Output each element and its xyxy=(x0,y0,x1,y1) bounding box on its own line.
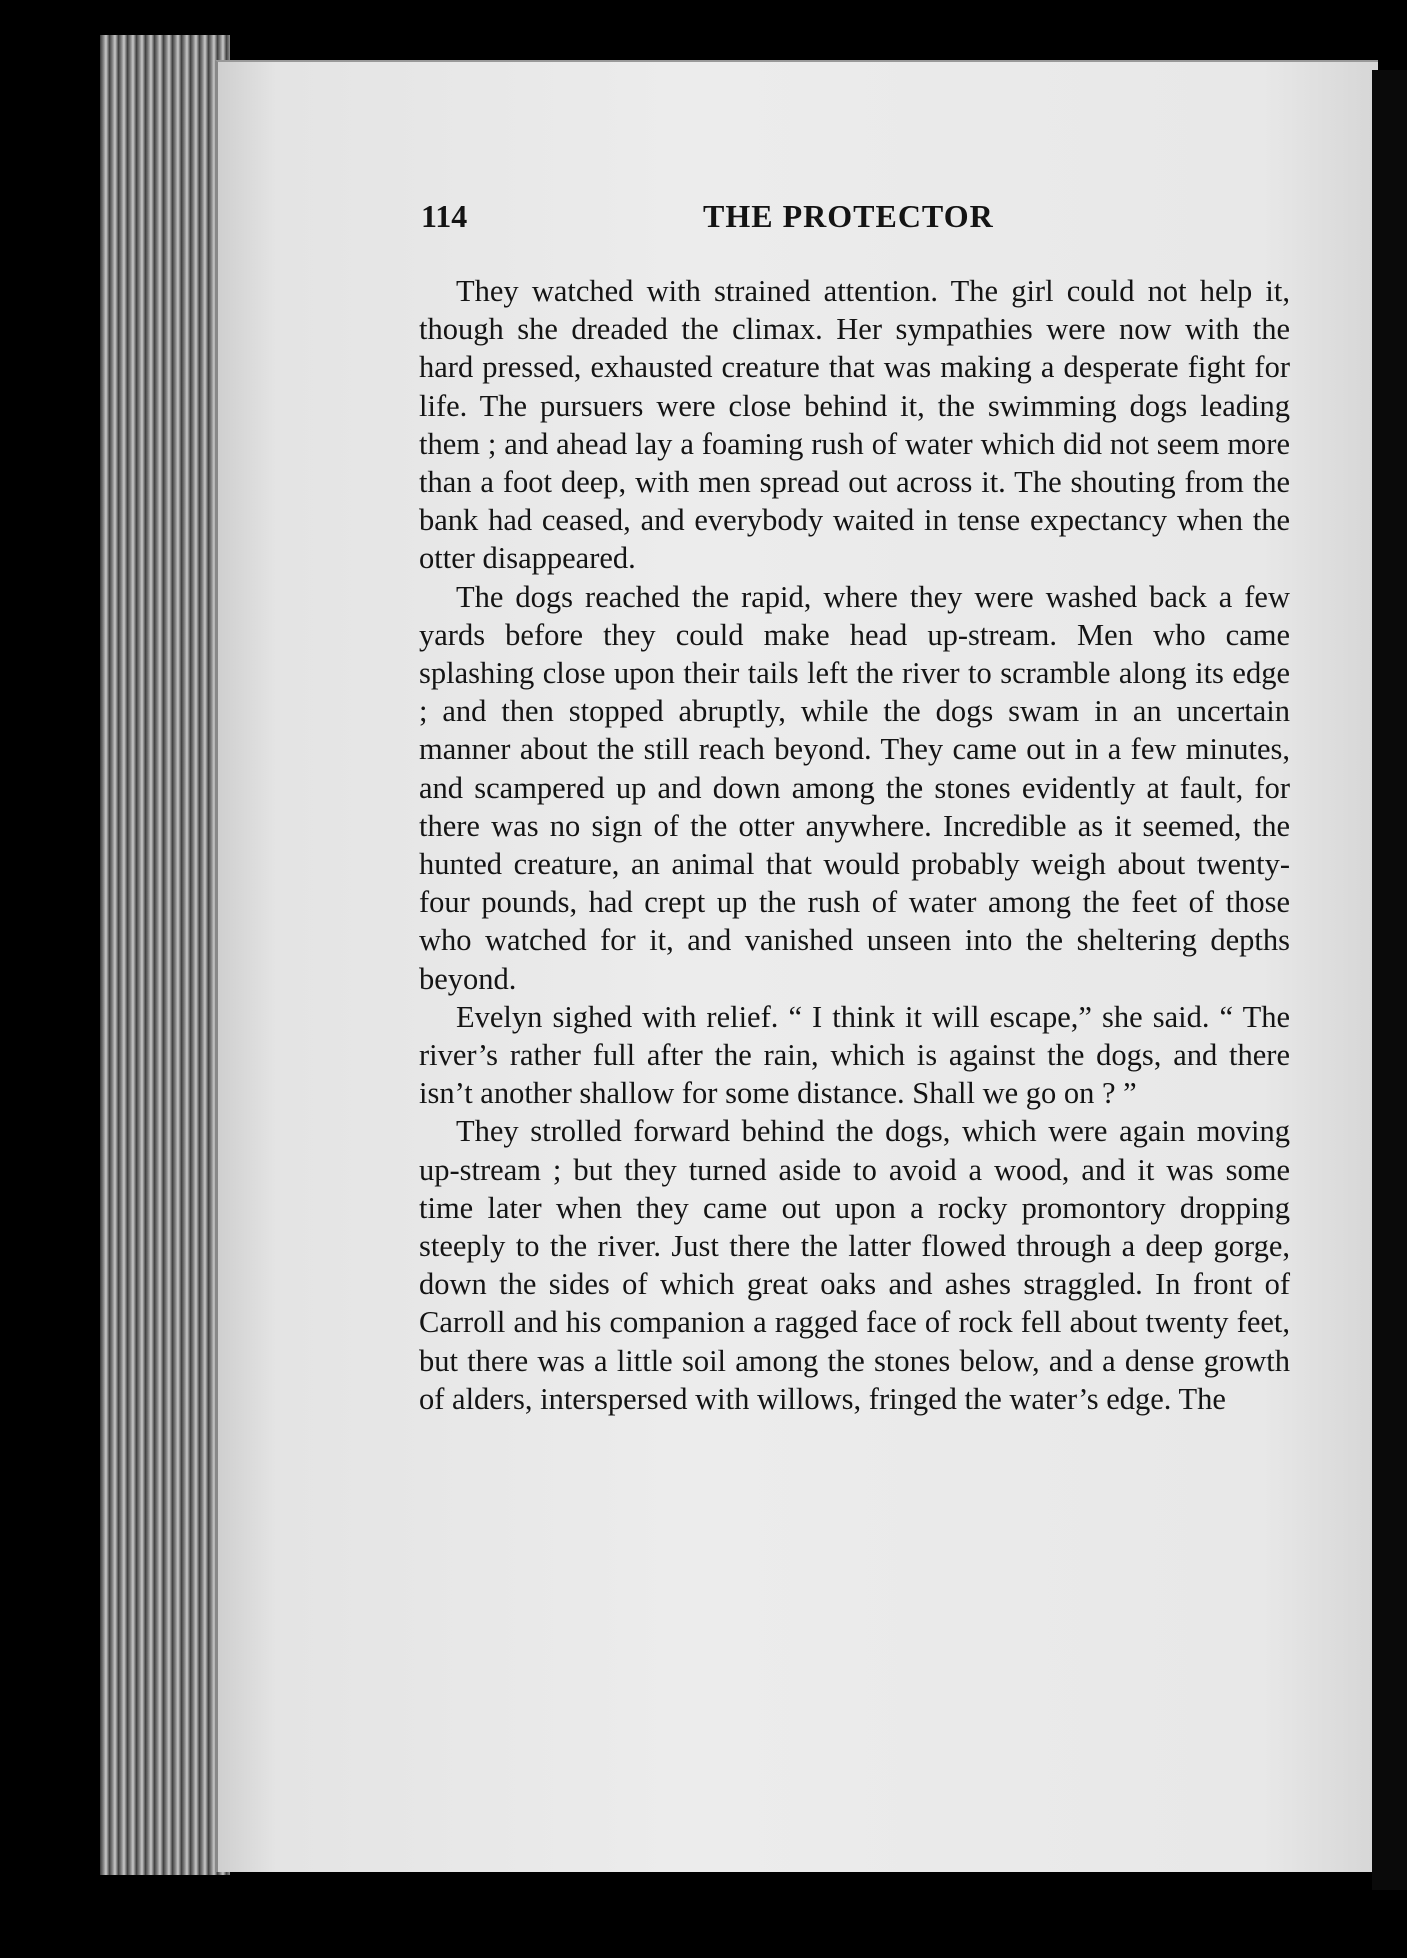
body-text xyxy=(419,272,1290,1418)
book-title: THE PROTECTOR xyxy=(703,198,994,234)
paragraph: The dogs reached the rapid, where they were washed back a few yards before they could make head up-stream. Men who came splashing close upon their tails left the river to scramble along its edge ; and then stopped abruptly, while the dogs swam in an uncertain manner about the still reach beyond. They came out in a few minutes, and scampered up and down among the stones evidently at fault, for there was no sign of the otter anywhere. Incredible as it seemed, the hunted creature, an animal that would probably weigh about twenty-four pounds, had crept up the rush of water among the feet of those who watched for it, and vanished unseen into the sheltering depths beyond. xyxy=(419,579,1290,996)
scan-shadow xyxy=(1372,70,1407,1890)
paragraph: They watched with strained attention. The girl could not help it, though she dreaded the climax. Her sympathies were now with the hard pressed, exhausted creature that was making a desperate fight for life. The pursuers were close behind it, the swimming dogs leading them ; and ahead lay a foaming rush of water which did not seem more than a foot deep, with men spread out across it. The shouting from the bank had ceased, and everybody waited in tense expectancy when the otter disappeared. xyxy=(419,274,1290,576)
book-page-edges xyxy=(100,35,230,1875)
page-number: 114 xyxy=(421,198,468,234)
paragraph: Evelyn sighed with relief. “ I think it will escape,” she said. “ The river’s rather full after the rain, which is against the dogs, and there isn’t another shallow for some distance. Shall we go on ? ” xyxy=(419,999,1290,1111)
running-head xyxy=(421,198,1291,242)
paragraph: They strolled forward behind the dogs, which were again moving up-stream ; but they turned aside to avoid a wood, and it was some time later when they came out upon a rocky promontory dropping steeply to the river. Just there the latter flowed through a deep gorge, down the sides of which great oaks and ashes straggled. In front of Carroll and his companion a ragged face of rock fell about twenty feet, but there was a little soil among the stones below, and a dense growth of alders, interspersed with willows, fringed the water’s edge. The xyxy=(419,1114,1290,1416)
